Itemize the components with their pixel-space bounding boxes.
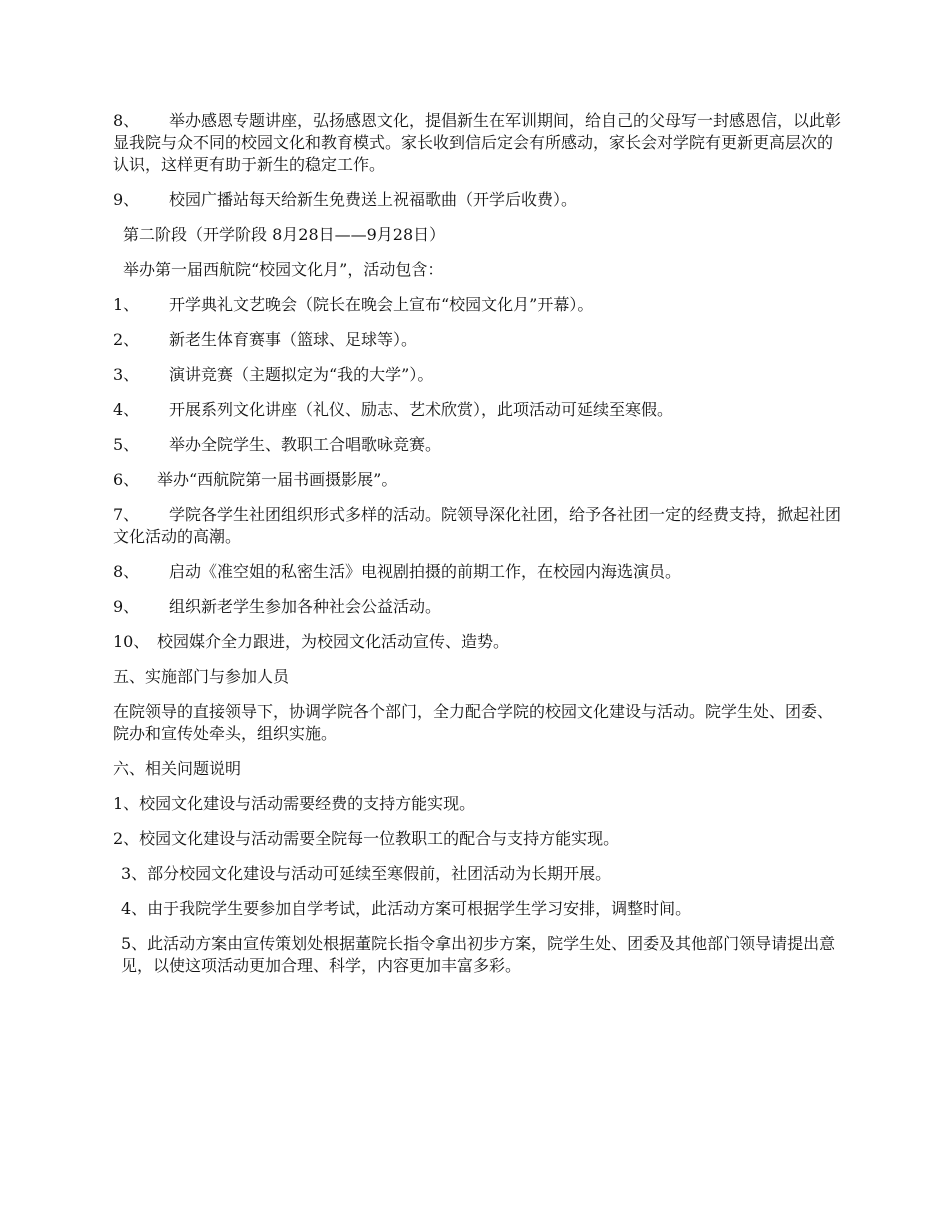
list-item-3	[113, 364, 843, 386]
document-page	[113, 110, 843, 990]
item-number: 8、	[113, 562, 140, 581]
item-text: 举办“西航院第一届书画摄影展”。	[157, 470, 398, 489]
list-item-2	[113, 329, 843, 351]
item-number: 7、	[113, 505, 140, 524]
note-item-2: 2、校园文化建设与活动需要全院每一位教职工的配合与支持方能实现。	[113, 829, 620, 848]
item-text: 校园媒介全力跟进，为校园文化活动宣传、造势。	[157, 632, 510, 651]
section-heading-six: 六、相关问题说明	[113, 759, 242, 778]
item-text: 校园广播站每天给新生免费送上祝福歌曲（开学后收费）。	[169, 190, 578, 209]
note-item-4: 4、由于我院学生要参加自学考试，此活动方案可根据学生学习安排，调整时间。	[121, 899, 692, 918]
item-number: 1、	[113, 295, 140, 314]
note-item-3: 3、部分校园文化建设与活动可延续至寒假前，社团活动为长期开展。	[121, 864, 612, 883]
section-five-body: 在院领导的直接领导下，协调学院各个部门，全力配合学院的校园文化建设与活动。院学生处、团委、院办和宣传处牵头，组织实施。	[113, 702, 834, 743]
list-item-8-gratitude	[113, 110, 843, 176]
list-item-8	[113, 561, 843, 583]
list-item-7	[113, 504, 843, 548]
note-item-5: 5、此活动方案由宣传策划处根据董院长指令拿出初步方案，院学生处、团委及其他部门领导请提出意见，以使这项活动更加合理、科学，内容更加丰富多彩。	[121, 934, 836, 975]
item-number: 9、	[113, 597, 140, 616]
item-text: 学院各学生社团组织形式多样的活动。院领导深化社团，给予各社团一定的经费支持，掀起社团文化活动的高潮。	[113, 505, 842, 546]
section-heading-five: 五、实施部门与参加人员	[113, 667, 290, 686]
item-number: 8、	[113, 111, 140, 130]
item-text: 开学典礼文艺晚会（院长在晚会上宣布“校园文化月”开幕）。	[169, 295, 594, 314]
item-text: 新老生体育赛事（篮球、足球等）。	[169, 330, 418, 349]
list-item-9	[113, 596, 843, 618]
item-text: 举办全院学生、教职工合唱歌咏竞赛。	[169, 435, 442, 454]
item-number: 3、	[113, 365, 140, 384]
list-item-10	[113, 631, 843, 653]
item-number: 6、	[113, 470, 140, 489]
list-item-6	[113, 469, 843, 491]
note-item-1: 1、校园文化建设与活动需要经费的支持方能实现。	[113, 794, 476, 813]
item-number: 5、	[113, 435, 140, 454]
item-text: 开展系列文化讲座（礼仪、励志、艺术欣赏），此项活动可延续至寒假。	[169, 400, 674, 419]
list-item-4	[113, 399, 843, 421]
list-item-1	[113, 294, 843, 316]
item-number: 4、	[113, 400, 140, 419]
section-stage-two: 第二阶段（开学阶段 8月28日——9月28日）	[123, 225, 446, 244]
item-text: 启动《准空姐的私密生活》电视剧拍摄的前期工作，在校园内海选演员。	[169, 562, 682, 581]
item-text: 组织新老学生参加各种社会公益活动。	[169, 597, 442, 616]
item-text: 演讲竞赛（主题拟定为“我的大学”）。	[169, 365, 434, 384]
item-number: 10、	[113, 632, 150, 651]
list-item-9-broadcast	[113, 189, 843, 211]
list-item-5	[113, 434, 843, 456]
item-text: 举办感恩专题讲座，弘扬感恩文化，提倡新生在军训期间，给自己的父母写一封感恩信，以此彰显我院与众不同的校园文化和教育模式。家长收到信后定会有所感动，家长会对学院有更新更高层次的认识，这样更有助于新生的稳定工作。	[113, 111, 842, 174]
item-number: 2、	[113, 330, 140, 349]
item-number: 9、	[113, 190, 140, 209]
culture-month-intro: 举办第一届西航院“校园文化月”，活动包含：	[123, 260, 444, 279]
